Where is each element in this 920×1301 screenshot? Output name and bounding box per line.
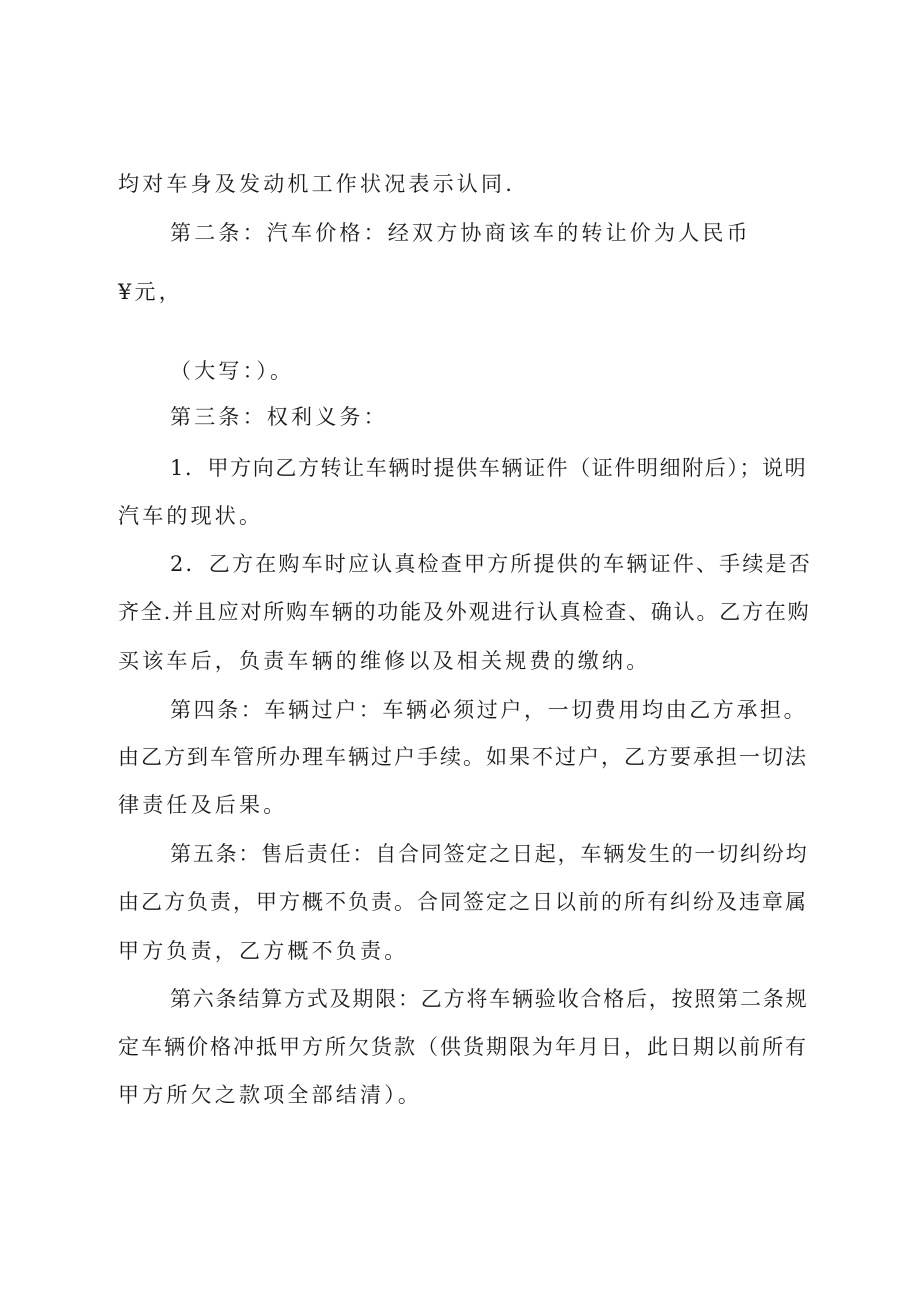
article-4-line-1: 第四条：车辆过户：车辆必须过户，一切费用均由乙方承担。 — [170, 698, 808, 722]
text-line-1: 均对车身及发动机工作状况表示认同. — [118, 172, 516, 196]
price-amount-line: ¥元， — [118, 280, 183, 304]
clause-2-line-3: 买该车后，负责车辆的维修以及相关规费的缴纳。 — [118, 649, 651, 673]
article-5-line-3: 甲方负责，乙方概不负责。 — [118, 939, 409, 963]
article-5-line-2: 由乙方负责，甲方概不负责。合同签定之日以前的所有纠纷及违章属 — [118, 890, 808, 914]
clause-1-line-2: 汽车的现状。 — [118, 504, 264, 528]
clause-2-line-1: 2．乙方在购车时应认真检查甲方所提供的车辆证件、手续是否 — [170, 552, 812, 576]
article-6-line-1: 第六条结算方式及期限：乙方将车辆验收合格后，按照第二条规 — [170, 987, 809, 1011]
price-uppercase-line: （大写：）。 — [170, 359, 295, 383]
article-6-line-3: 甲方所欠之款项全部结清）。 — [118, 1083, 423, 1107]
article-4-line-3: 律责任及后果。 — [118, 793, 288, 817]
article-5-line-1: 第五条：售后责任：自合同签定之日起，车辆发生的一切纠纷均 — [170, 842, 809, 866]
clause-2-line-2: 齐全.并且应对所购车辆的功能及外观进行认真检查、确认。乙方在购 — [118, 600, 811, 624]
article-4-line-2: 由乙方到车管所办理车辆过户手续。如果不过户，乙方要承担一切法 — [118, 745, 808, 769]
article-3-heading: 第三条：权利义务： — [170, 405, 388, 429]
clause-1-line-1: 1．甲方向乙方转让车辆时提供车辆证件（证件明细附后）；说明 — [170, 456, 808, 480]
article-2-heading: 第二条：汽车价格：经双方协商该车的转让价为人民币 — [170, 221, 751, 245]
article-6-line-2: 定车辆价格冲抵甲方所欠货款（供货期限为年月日，此日期以前所有 — [118, 1035, 808, 1059]
